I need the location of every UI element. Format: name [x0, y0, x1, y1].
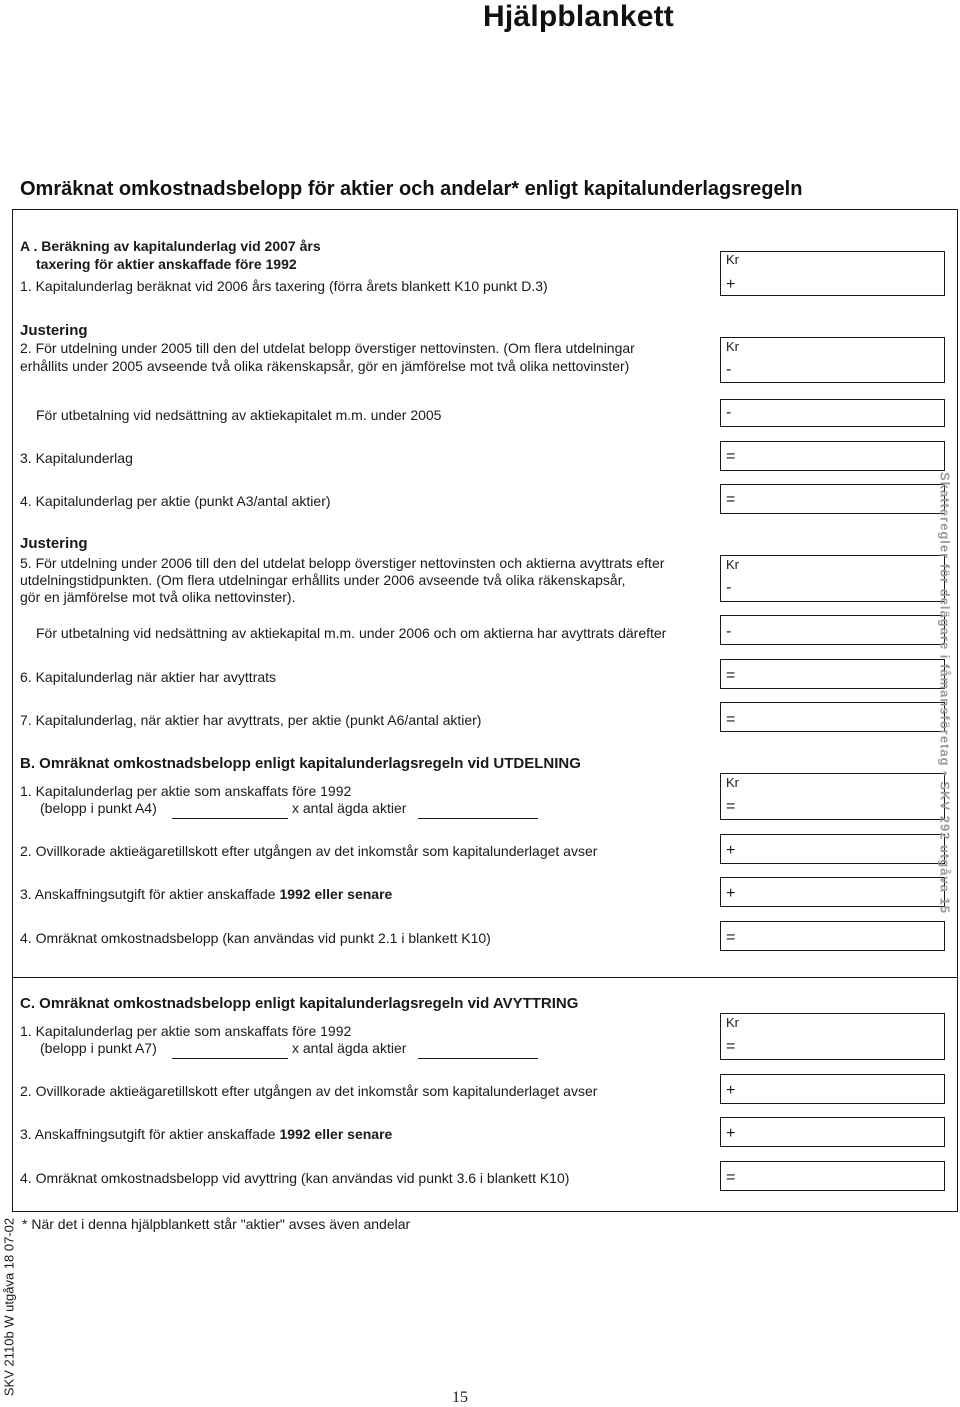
c3-amount-field[interactable] [720, 1117, 945, 1147]
b3-amount-field[interactable] [720, 877, 945, 907]
b1-multiply-label: x antal ägda aktier [292, 800, 407, 816]
form-code-text [0, 1212, 18, 1402]
b3-label-text: 3. Anskaffningsutgift för aktier anskaffade [20, 886, 280, 902]
section-a-heading-line1: A . Beräkning av kapitalunderlag vid 2007 års [20, 238, 321, 254]
a7-amount-field[interactable] [720, 702, 945, 732]
b3-label-bold: 1992 eller senare [279, 886, 393, 902]
a1-plus-sign: + [726, 276, 736, 293]
c1-amount-per-share-line[interactable] [172, 1058, 288, 1059]
a1-amount-field[interactable] [720, 251, 945, 296]
a2-kr-label: Kr [726, 339, 739, 354]
footnote: * När det i denna hjälpblankett står "aktier" avses även andelar [22, 1216, 411, 1232]
a4-equals-sign: = [726, 491, 736, 508]
c3-plus-sign: + [726, 1125, 736, 1142]
b4-equals-sign: = [726, 929, 736, 946]
a6-amount-field[interactable] [720, 659, 945, 689]
section-b-heading: B. Omräknat omkostnadsbelopp enligt kapitalunderlagsregeln vid UTDELNING [20, 755, 581, 772]
a1-label: 1. Kapitalunderlag beräknat vid 2006 års taxering (förra årets blankett K10 punkt D.3) [20, 278, 548, 294]
b2-plus-sign: + [726, 842, 736, 859]
c2-plus-sign: + [726, 1082, 736, 1099]
page-title: Hjälpblankett [483, 0, 674, 33]
section-a-heading-line2: taxering för aktier anskaffade före 1992 [36, 256, 297, 272]
justering-heading-2: Justering [20, 535, 88, 552]
a2b-minus-sign: - [726, 404, 732, 421]
a7-equals-sign: = [726, 711, 736, 728]
a3-amount-field[interactable] [720, 441, 945, 471]
a6-label: 6. Kapitalunderlag när aktier har avyttrats [20, 669, 277, 685]
b1-amount-field[interactable] [720, 773, 945, 820]
justering-heading-1: Justering [20, 322, 88, 339]
a2-amount-field[interactable] [720, 337, 945, 383]
c2-amount-field[interactable] [720, 1074, 945, 1104]
c3-label [20, 1126, 392, 1144]
section-c-heading: C. Omräknat omkostnadsbelopp enligt kapitalunderlagsregeln vid AVYTTRING [20, 995, 579, 1012]
side-publication-text [938, 470, 952, 915]
a5b-minus-sign: - [726, 623, 732, 640]
b4-amount-field[interactable] [720, 921, 945, 951]
b2-amount-field[interactable] [720, 834, 945, 864]
a2-label-line2: erhållits under 2005 avseende två olika räkenskapsår, gör en jämförelse mot två olika nettovinster) [20, 358, 630, 374]
a2b-amount-field[interactable] [720, 399, 945, 427]
a3-label: 3. Kapitalunderlag [20, 450, 133, 466]
c4-label: 4. Omräknat omkostnadsbelopp vid avyttring (kan användas vid punkt 3.6 i blankett K10) [20, 1170, 570, 1186]
b4-label: 4. Omräknat omkostnadsbelopp (kan användas vid punkt 2.1 i blankett K10) [20, 930, 491, 946]
c3-label-text: 3. Anskaffningsutgift för aktier anskaffade [20, 1126, 280, 1142]
b1-amount-per-share-line[interactable] [172, 818, 288, 819]
page-number: 15 [452, 1389, 468, 1406]
a5-label-line2: utdelningstidpunkten. (Om flera utdelningar erhållits under 2006 avseende två olika räkenskapsår, [20, 572, 626, 588]
a1-kr-label: Kr [726, 252, 739, 267]
c2-label: 2. Ovillkorade aktieägaretillskott efter utgången av det inkomstår som kapitalunderlaget avser [20, 1083, 598, 1099]
a2b-label: För utbetalning vid nedsättning av aktiekapitalet m.m. under 2005 [36, 407, 442, 423]
b1-share-count-line[interactable] [418, 818, 538, 819]
a4-label: 4. Kapitalunderlag per aktie (punkt A3/antal aktier) [20, 493, 331, 509]
a2-label-line1: 2. För utdelning under 2005 till den del utdelat belopp överstiger nettovinsten. (Om flera utdelningar [20, 340, 635, 356]
a5b-label: För utbetalning vid nedsättning av aktiekapital m.m. under 2006 och om aktierna har avyttrats därefter [36, 625, 667, 641]
a2-minus-sign: - [726, 361, 732, 378]
form-subtitle: Omräknat omkostnadsbelopp för aktier och andelar* enligt kapitalunderlagsregeln [20, 178, 803, 200]
a3-equals-sign: = [726, 448, 736, 465]
a6-equals-sign: = [726, 667, 736, 684]
a5-minus-sign: - [726, 579, 732, 596]
c3-label-bold: 1992 eller senare [279, 1126, 393, 1142]
a7-label: 7. Kapitalunderlag, när aktier har avyttrats, per aktie (punkt A6/antal aktier) [20, 712, 482, 728]
b1-label-line2: (belopp i punkt A4) [40, 800, 157, 816]
b3-label [20, 886, 392, 904]
b2-label: 2. Ovillkorade aktieägaretillskott efter utgången av det inkomstår som kapitalunderlaget avser [20, 843, 598, 859]
c1-label-line1: 1. Kapitalunderlag per aktie som anskaffats före 1992 [20, 1023, 352, 1039]
b1-equals-sign: = [726, 798, 736, 815]
a5-kr-label: Kr [726, 557, 739, 572]
form-code-label: SKV 2110b W utgåva 18 07-02 [1, 1217, 17, 1397]
a5-label-line3: gör en jämförelse mot två olika nettovinster). [20, 589, 296, 605]
c1-share-count-line[interactable] [418, 1058, 538, 1059]
c4-equals-sign: = [726, 1169, 736, 1186]
side-publication-label: Skatteregler för delägare i fåmansföretag • SKV 292 utgåva 15 [937, 471, 953, 914]
b1-kr-label: Kr [726, 775, 739, 790]
c1-amount-field[interactable] [720, 1013, 945, 1060]
c1-kr-label: Kr [726, 1015, 739, 1030]
a5-amount-field[interactable] [720, 555, 945, 602]
section-divider [12, 977, 958, 978]
c1-multiply-label: x antal ägda aktier [292, 1040, 407, 1056]
b1-label-line1: 1. Kapitalunderlag per aktie som anskaffats före 1992 [20, 783, 352, 799]
a4-amount-field[interactable] [720, 484, 945, 514]
c1-equals-sign: = [726, 1038, 736, 1055]
c1-label-line2: (belopp i punkt A7) [40, 1040, 157, 1056]
a5b-amount-field[interactable] [720, 615, 945, 645]
b3-plus-sign: + [726, 885, 736, 902]
c4-amount-field[interactable] [720, 1161, 945, 1191]
a5-label-line1: 5. För utdelning under 2006 till den del utdelat belopp överstiger nettovinsten och aktierna avyttrats efter [20, 555, 665, 571]
